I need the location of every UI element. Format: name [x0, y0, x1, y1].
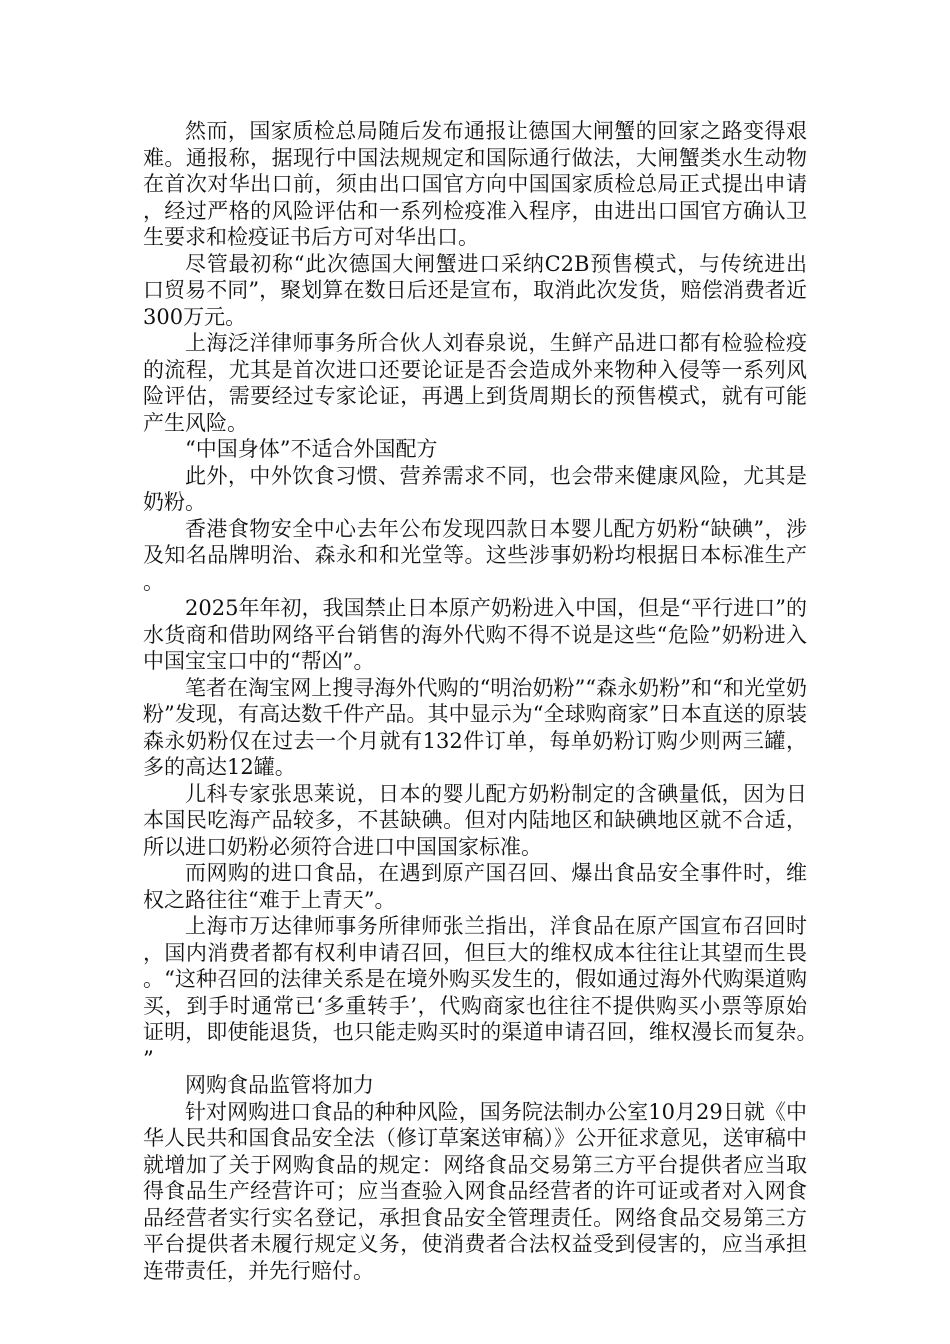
paragraph: 然而，国家质检总局随后发布通报让德国大闸蟹的回家之路变得艰难。通报称，据现行中国法规规定和国际通行做法，大闸蟹类水生动物在首次对华出口前，须由出口国官方向中国国家质检总局正式提出申请，经过严格的风险评估和一系列检疫准入程序，由进出口国官方确认卫生要求和检疫证书后方可对华出口。 [143, 119, 807, 249]
paragraph: 笔者在淘宝网上搜寻海外代购的“明治奶粉”“森永奶粉”和“和光堂奶粉”发现，有高达数千件产品。其中显示为“全球购商家”日本直送的原装森永奶粉仅在过去一个月就有132件订单，每单奶粉订购少则两三罐，多的高达12罐。 [143, 675, 807, 779]
section-heading: “中国身体”不适合外国配方 [185, 437, 438, 461]
paragraph: 针对网购进口食品的种种风险，国务院法制办公室10月29日就《中华人民共和国食品安全法（修订草案送审稿）》公开征求意见，送审稿中就增加了关于网购食品的规定：网络食品交易第三方平台提供者应当取得食品生产经营许可；应当查验入网食品经营者的许可证或者对入网食品经营者实行实名登记，承担食品安全管理责任。网络食品交易第三方平台提供者未履行规定义务，使消费者合法权益受到侵害的，应当承担连带责任，并先行赔付。 [143, 1099, 807, 1283]
paragraph: 儿科专家张思莱说，日本的婴儿配方奶粉制定的含碘量低，因为日本国民吃海产品较多，不甚缺碘。但对内陆地区和缺碘地区就不合适，所以进口奶粉必须符合进口中国国家标准。 [143, 781, 807, 859]
section-heading: 网购食品监管将加力 [185, 1073, 374, 1097]
paragraph: 而网购的进口食品，在遇到原产国召回、爆出食品安全事件时，维权之路往往“难于上青天”。 [143, 861, 807, 912]
paragraph: 2025年年初，我国禁止日本原产奶粉进入中国，但是“平行进口”的水货商和借助网络平台销售的海外代购不得不说是这些“危险”奶粉进入中国宝宝口中的“帮凶”。 [143, 596, 807, 673]
paragraph: 此外，中外饮食习惯、营养需求不同，也会带来健康风险，尤其是奶粉。 [143, 463, 807, 514]
paragraph: 香港食物安全中心去年公布发现四款日本婴儿配方奶粉“缺碘”，涉及知名品牌明治、森永和和光堂等。这些涉事奶粉均根据日本标准生产。 [143, 516, 807, 594]
paragraph: 上海市万达律师事务所律师张兰指出，洋食品在原产国宣布召回时，国内消费者都有权利申请召回，但巨大的维权成本往往让其望而生畏。“这种召回的法律关系是在境外购买发生的，假如通过海外代购渠道购买，到手时通常已‘多重转手’，代购商家也往往不提供购买小票等原始证明，即使能退货，也只能走购买时的渠道申请召回，维权漫长而复杂。” [143, 914, 807, 1071]
document-body [143, 118, 807, 1284]
paragraph: 尽管最初称“此次德国大闸蟹进口采纳C2B预售模式，与传统进出口贸易不同”，聚划算在数日后还是宣布，取消此次发货，赔偿消费者近300万元。 [143, 251, 807, 329]
paragraph: 上海泛洋律师事务所合伙人刘春泉说，生鲜产品进口都有检验检疫的流程，尤其是首次进口还要论证是否会造成外来物种入侵等一系列风险评估，需要经过专家论证，再遇上到货周期长的预售模式，就有可能产生风险。 [143, 331, 807, 435]
